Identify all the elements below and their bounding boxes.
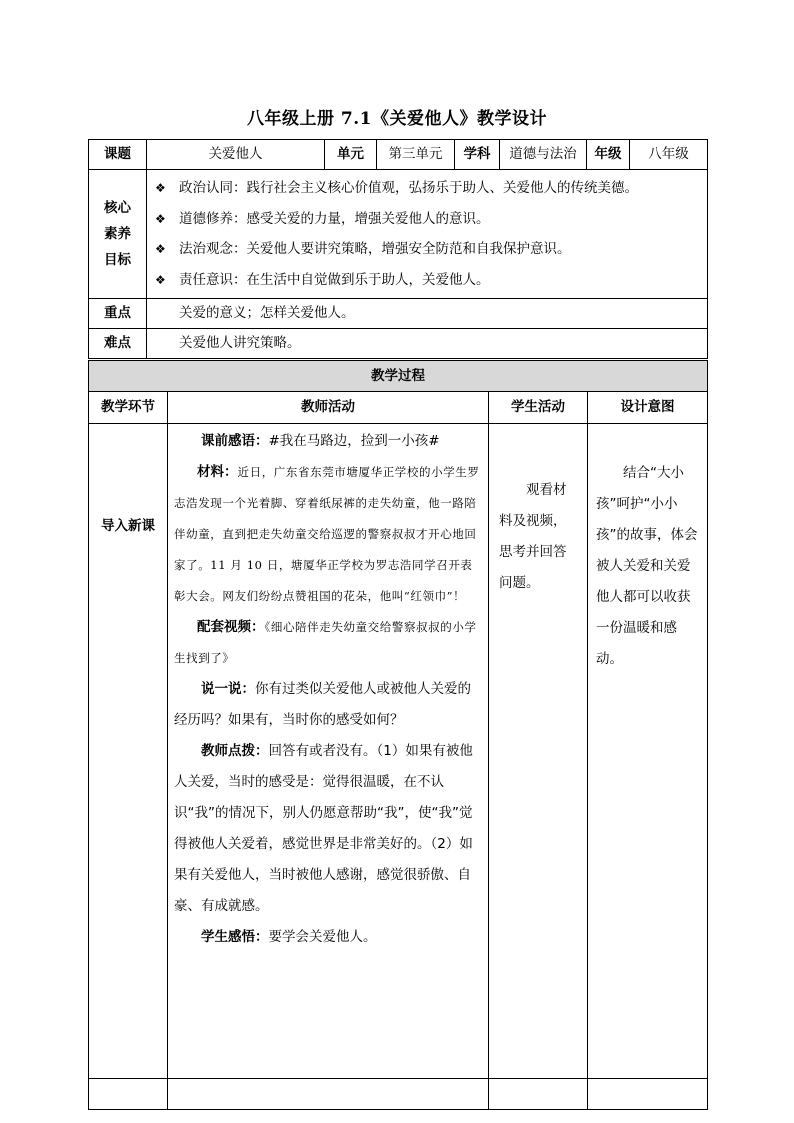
feel-label: 学生感悟： — [201, 929, 269, 945]
teacher-activity — [168, 424, 489, 1079]
process-table — [88, 360, 708, 1110]
goal-text: 责任意识：在生活中自觉做到乐于助人，关爱他人。 — [179, 271, 490, 288]
topic-value: 关爱他人 — [147, 140, 325, 170]
difficulty-row — [89, 329, 708, 359]
empty-cell — [168, 1079, 489, 1110]
info-table — [88, 139, 708, 359]
core-goals-label-line: 素养 — [104, 226, 131, 242]
key-point-row — [89, 299, 708, 329]
subject-label: 学科 — [455, 140, 500, 170]
diamond-bullet-icon: ❖ — [155, 181, 166, 195]
unit-value: 第三单元 — [377, 140, 455, 170]
goal-item — [155, 173, 701, 204]
empty-row — [89, 1079, 708, 1110]
guide-text: 回答有或者没有。（1）如果有被他人关爱，当时的感受是：觉得很温暖，在不认识“我”的情况下，别人仍愿意帮助“我”，使“我”觉得被他人关爱着，感觉世界是非常美好的。（2）如果有关爱他人，当时被他人感谢，感觉很骄傲、自豪、有成就感。 — [174, 743, 473, 914]
warmup-text: #我在马路边，捡到一小孩# — [268, 433, 440, 449]
column-teacher: 教师活动 — [168, 392, 489, 424]
stage-name: 导入新课 — [89, 424, 168, 1079]
design-intent-text: 结合“大小孩”呵护“小小孩”的故事，体会被人关爱和关爱他人都可以收获一份温暖和感动。 — [596, 465, 698, 667]
column-intent: 设计意图 — [588, 392, 708, 424]
difficulty-label: 难点 — [89, 329, 147, 359]
core-goals-list — [147, 170, 708, 299]
empty-cell — [89, 1079, 168, 1110]
material-text: 近日，广东省东莞市塘厦华正学校的小学生罗志浩发现一个光着脚、穿着纸尿裤的走失幼童，他一路陪伴幼童，直到把走失幼童交给巡逻的警察叔叔才开心地回家了。11 月 10 日，塘厦华正学校为罗志浩同学召开表彰大会。网友们纷纷点赞祖国的花朵，他叫“红领巾”！ — [174, 465, 480, 603]
talk-text: 你有过类似关爱他人或被他人关爱的经历吗？如果有，当时你的感受如何？ — [174, 681, 471, 728]
core-goals-label — [89, 170, 147, 299]
unit-label: 单元 — [325, 140, 377, 170]
warmup-label: 课前感语： — [201, 433, 269, 449]
empty-cell — [489, 1079, 588, 1110]
student-activity-text: 观看材料及视频，思考并回答问题。 — [499, 482, 567, 591]
video-label: 配套视频： — [197, 619, 265, 635]
goal-text: 法治观念：关爱他人要讲究策略，增强安全防范和自我保护意识。 — [179, 241, 571, 257]
feel-text: 要学会关爱他人。 — [268, 929, 377, 945]
empty-cell — [588, 1079, 708, 1110]
video-paragraph — [174, 612, 482, 674]
difficulty-value: 关爱他人讲究策略。 — [147, 329, 708, 359]
goal-item — [155, 265, 701, 296]
video-text: 《细心陪伴走失幼童交给警察叔叔的小学生找到了》 — [174, 620, 477, 665]
process-columns-row — [89, 392, 708, 424]
column-stage: 教学环节 — [89, 392, 168, 424]
grade-value: 八年级 — [630, 140, 708, 170]
feel-paragraph — [174, 922, 482, 953]
core-goals-label-line: 核心 — [104, 200, 131, 216]
talk-paragraph — [174, 674, 482, 736]
goal-text: 政治认同：践行社会主义核心价值观，弘扬乐于助人、关爱他人的传统美德。 — [179, 180, 638, 196]
core-goals-row — [89, 170, 708, 299]
grade-label: 年级 — [587, 140, 630, 170]
process-header: 教学过程 — [89, 361, 708, 392]
key-point-label: 重点 — [89, 299, 147, 329]
material-label: 材料： — [197, 464, 238, 480]
subject-value: 道德与法治 — [500, 140, 587, 170]
process-row — [89, 424, 708, 1079]
talk-label: 说一说： — [201, 681, 255, 697]
material-paragraph — [174, 457, 482, 612]
diamond-bullet-icon: ❖ — [155, 272, 166, 287]
goal-text: 道德修养：感受关爱的力量，增强关爱他人的意识。 — [179, 210, 490, 227]
guide-label: 教师点拨： — [201, 743, 269, 759]
info-row — [89, 140, 708, 170]
design-intent — [588, 424, 708, 1079]
student-activity — [489, 424, 588, 1079]
core-goals-label-line: 目标 — [104, 252, 131, 268]
diamond-bullet-icon: ❖ — [155, 242, 166, 256]
column-student: 学生活动 — [489, 392, 588, 424]
goal-item — [155, 204, 701, 235]
topic-label: 课题 — [89, 140, 147, 170]
key-point-value: 关爱的意义；怎样关爱他人。 — [147, 299, 708, 329]
guide-paragraph — [174, 736, 482, 922]
goal-item — [155, 234, 701, 265]
warmup-paragraph — [174, 426, 482, 457]
page-title: 八年级上册 7.1《关爱他人》教学设计 — [247, 109, 547, 129]
process-header-row — [89, 361, 708, 392]
diamond-bullet-icon: ❖ — [155, 211, 166, 226]
